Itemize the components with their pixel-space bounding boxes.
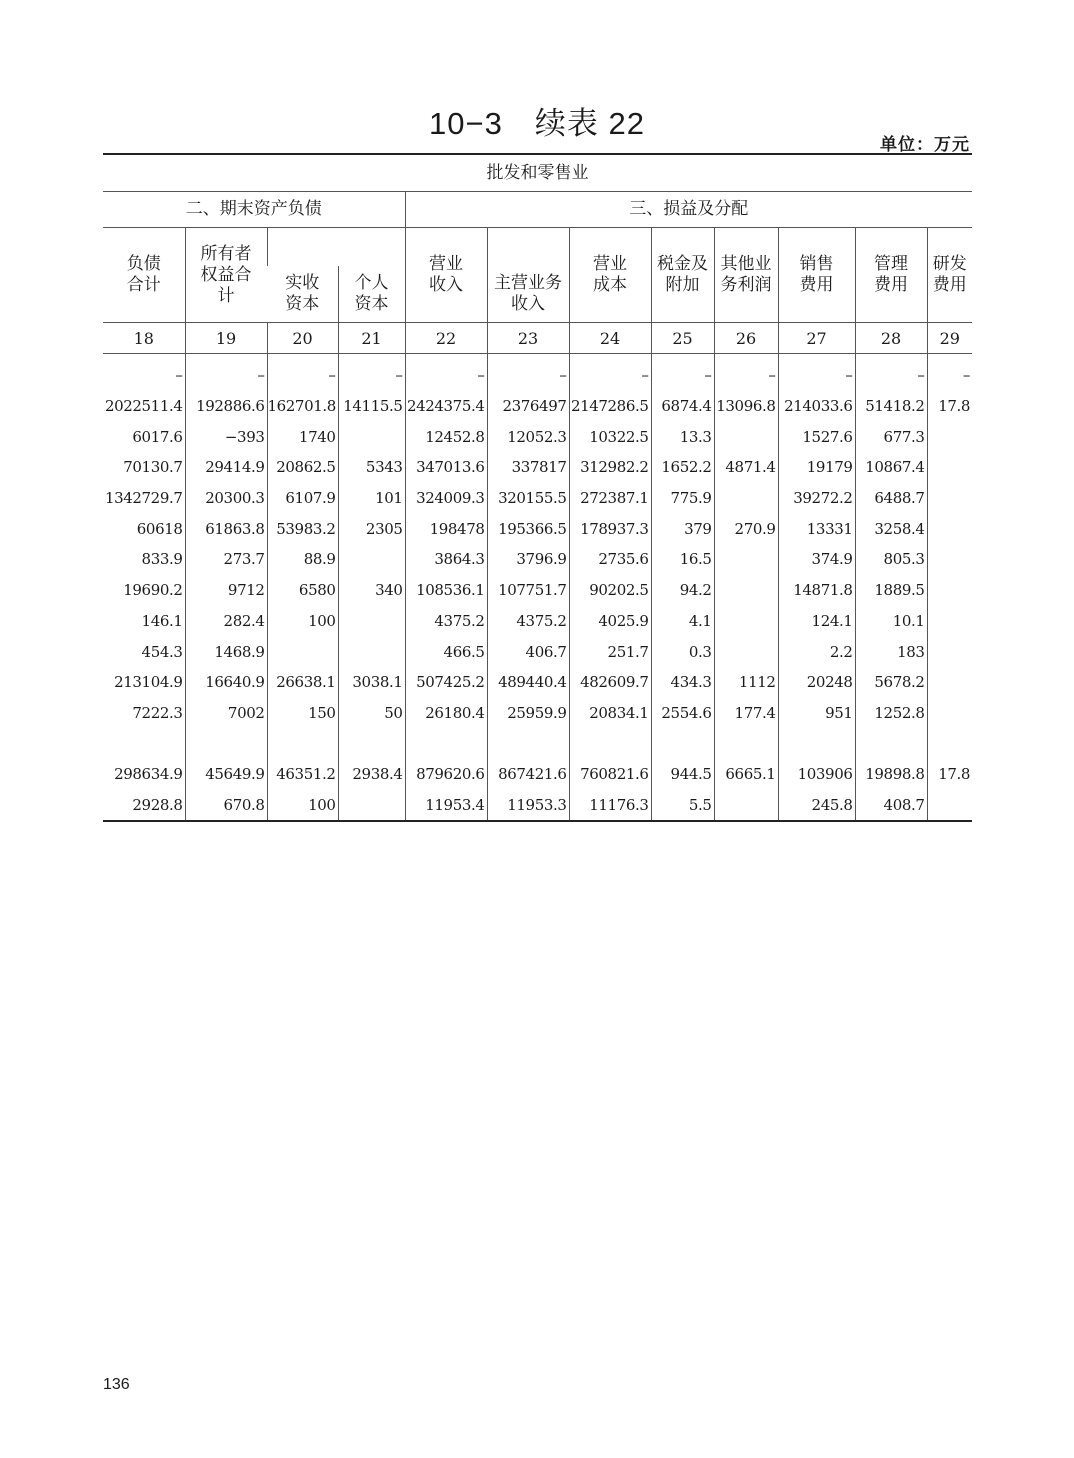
table-cell: 10322.5: [569, 421, 651, 452]
table-cell: [714, 575, 778, 606]
table-cell: [927, 575, 972, 606]
column-number: 27: [778, 323, 855, 354]
table-cell: –: [267, 354, 338, 391]
table-cell: [267, 728, 338, 759]
table-cell: –: [778, 354, 855, 391]
table-cell: 2376497: [487, 391, 569, 422]
col-header-paid-in-capital-text: 实收资本: [285, 273, 320, 314]
table-cell: [855, 728, 927, 759]
table-cell: 20300.3: [185, 483, 267, 514]
table-cell: 324009.3: [405, 483, 487, 514]
table-cell: 833.9: [141, 550, 183, 569]
table-cell: 14871.8: [778, 575, 855, 606]
table-row: [103, 636, 972, 667]
table-cell: 379: [651, 513, 714, 544]
table-cell: 7002: [185, 698, 267, 729]
table-cell: 4.1: [651, 606, 714, 637]
table-cell: 374.9: [778, 544, 855, 575]
table-cell: 198478: [405, 513, 487, 544]
table-cell: 29414.9: [185, 452, 267, 483]
table-cell: 195366.5: [487, 513, 569, 544]
table-cell: 11953.4: [405, 790, 487, 822]
table-row: [103, 698, 972, 729]
table-cell: 4375.2: [487, 606, 569, 637]
table-cell: –: [651, 354, 714, 391]
table-cell: [714, 421, 778, 452]
column-number: 24: [569, 323, 651, 354]
table-cell: 3864.3: [405, 544, 487, 575]
table-cell: 88.9: [267, 544, 338, 575]
col-header-selling-expenses: [778, 228, 855, 323]
table-cell: 12452.8: [405, 421, 487, 452]
table-cell: 19898.8: [855, 759, 927, 790]
table-cell: 183: [855, 636, 927, 667]
column-number: 22: [405, 323, 487, 354]
table-cell: [714, 636, 778, 667]
table-cell: 12052.3: [487, 421, 569, 452]
table-cell: 270.9: [714, 513, 778, 544]
table-cell: 19179: [778, 452, 855, 483]
table-cell: 489440.4: [487, 667, 569, 698]
table-cell: 337817: [487, 452, 569, 483]
table-cell: 312982.2: [569, 452, 651, 483]
table-cell: 14115.5: [338, 391, 405, 422]
table-cell: 760821.6: [569, 759, 651, 790]
table-cell: 124.1: [778, 606, 855, 637]
table-cell: [103, 728, 185, 759]
table-cell: 11953.3: [487, 790, 569, 822]
table-cell: 775.9: [651, 483, 714, 514]
table-cell: 298634.9: [114, 765, 183, 784]
table-cell: 26638.1: [267, 667, 338, 698]
table-cell: 10.1: [855, 606, 927, 637]
table-row: [103, 759, 972, 790]
table-cell: [714, 790, 778, 822]
table-cell: 16.5: [651, 544, 714, 575]
table-cell: 406.7: [487, 636, 569, 667]
col-header-operating-revenue-text: 营业收入: [429, 254, 463, 295]
table-cell: 1652.2: [651, 452, 714, 483]
table-cell: [487, 728, 569, 759]
table-cell: [927, 606, 972, 637]
table-cell: [338, 606, 405, 637]
table-cell: –: [338, 354, 405, 391]
table-cell: 6017.6: [132, 427, 183, 446]
table-cell: 5343: [338, 452, 405, 483]
col-header-owners-equity-text: 所有者权益合计: [200, 243, 252, 306]
table-cell: 16640.9: [185, 667, 267, 698]
table-cell: [338, 636, 405, 667]
table-cell: 6665.1: [714, 759, 778, 790]
table-row: [103, 483, 972, 514]
column-number: 28: [855, 323, 927, 354]
col-header-admin-expenses: [855, 228, 927, 323]
table-cell: [338, 421, 405, 452]
table-cell: 1740: [267, 421, 338, 452]
statistics-table: [103, 153, 972, 822]
table-cell: 251.7: [569, 636, 651, 667]
table-cell: 272387.1: [569, 483, 651, 514]
table-cell: 6488.7: [855, 483, 927, 514]
col-header-taxes-surcharges: [651, 228, 714, 323]
table-cell: 1252.8: [855, 698, 927, 729]
table-cell: 2554.6: [651, 698, 714, 729]
table-cell: [338, 728, 405, 759]
column-number: 21: [338, 323, 405, 354]
column-number: 25: [651, 323, 714, 354]
table-cell: [927, 544, 972, 575]
table-cell: 146.1: [141, 611, 183, 630]
table-cell: 45649.9: [185, 759, 267, 790]
table-cell: 3038.1: [338, 667, 405, 698]
col-header-other-business-profit-text: 其他业务利润: [720, 254, 772, 295]
page-number: 136: [103, 1376, 130, 1393]
table-cell: 6107.9: [267, 483, 338, 514]
table-cell: 214033.6: [778, 391, 855, 422]
table-cell: 7222.3: [132, 703, 183, 722]
table-cell: 408.7: [855, 790, 927, 822]
table-cell: –: [855, 354, 927, 391]
table-cell: [338, 544, 405, 575]
col-header-main-business-revenue: [487, 266, 569, 323]
table-cell: 507425.2: [405, 667, 487, 698]
table-cell: 150: [267, 698, 338, 729]
table-cell: 6580: [267, 575, 338, 606]
table-cell: 2305: [338, 513, 405, 544]
table-cell: 178937.3: [569, 513, 651, 544]
table-cell: –: [175, 366, 183, 385]
table-cell: 20862.5: [267, 452, 338, 483]
table-cell: 2022511.4: [104, 397, 183, 416]
table-cell: [714, 544, 778, 575]
table-cell: –: [569, 354, 651, 391]
column-number-row: [103, 323, 972, 354]
page-title: 10−3 续表 22: [429, 106, 645, 141]
col-header-other-business-profit: [714, 228, 778, 323]
table-cell: 20248: [778, 667, 855, 698]
table-row: [103, 513, 972, 544]
table-row: [103, 354, 972, 391]
sector-header: 批发和零售业: [103, 154, 972, 192]
table-cell: 951: [778, 698, 855, 729]
col-header-total-liabilities-text: 负债合计: [126, 254, 161, 295]
table-cell: 4871.4: [714, 452, 778, 483]
table-cell: [714, 606, 778, 637]
table-cell: 177.4: [714, 698, 778, 729]
table-cell: [927, 636, 972, 667]
table-cell: 434.3: [651, 667, 714, 698]
table-cell: [927, 728, 972, 759]
table-cell: 9712: [185, 575, 267, 606]
table-cell: 273.7: [185, 544, 267, 575]
table-cell: 245.8: [778, 790, 855, 822]
col-header-admin-expenses-text: 管理费用: [874, 254, 908, 295]
table-cell: 103906: [778, 759, 855, 790]
table-cell: 944.5: [651, 759, 714, 790]
table-cell: 13.3: [651, 421, 714, 452]
table-cell: 282.4: [185, 606, 267, 637]
col-header-main-business-revenue-text: 主营业务收入: [494, 273, 562, 314]
table-cell: –: [714, 354, 778, 391]
table-cell: [927, 513, 972, 544]
table-cell: 454.3: [141, 642, 183, 661]
column-number: 19: [185, 323, 267, 354]
table-cell: 10867.4: [855, 452, 927, 483]
table-row: [103, 790, 972, 822]
unit-label: 单位：万元: [880, 135, 970, 155]
table-cell: 13096.8: [714, 391, 778, 422]
col-header-paid-in-capital: [267, 266, 338, 323]
table-cell: 3796.9: [487, 544, 569, 575]
table-cell: 4375.2: [405, 606, 487, 637]
table-cell: [927, 667, 972, 698]
table-cell: 4025.9: [569, 606, 651, 637]
table-cell: 879620.6: [405, 759, 487, 790]
table-cell: 46351.2: [267, 759, 338, 790]
table-cell: –: [185, 354, 267, 391]
table-cell: 162701.8: [267, 391, 338, 422]
table-cell: 17.8: [927, 759, 972, 790]
table-cell: −393: [185, 421, 267, 452]
col-header-total-liabilities: [103, 228, 185, 323]
table-row: [103, 452, 972, 483]
table-cell: [927, 421, 972, 452]
table-cell: 25959.9: [487, 698, 569, 729]
table-cell: 11176.3: [569, 790, 651, 822]
table-cell: 20834.1: [569, 698, 651, 729]
table-cell: [778, 728, 855, 759]
table-cell: 107751.7: [487, 575, 569, 606]
table-cell: [927, 452, 972, 483]
table-row: [103, 391, 972, 422]
col-header-individual-capital: [338, 266, 405, 323]
table-cell: 340: [338, 575, 405, 606]
col-header-main-revenue-spacer: [487, 228, 569, 267]
col-header-operating-cost: [569, 228, 651, 323]
col-header-owners-equity: [185, 228, 267, 323]
table-row: [103, 606, 972, 637]
table-cell: 1112: [714, 667, 778, 698]
table-cell: 26180.4: [405, 698, 487, 729]
table-cell: [405, 728, 487, 759]
table-cell: 39272.2: [778, 483, 855, 514]
table-cell: [927, 483, 972, 514]
table-cell: 2.2: [778, 636, 855, 667]
col-header-operating-cost-text: 营业成本: [593, 254, 627, 295]
table-cell: 2147286.5: [569, 391, 651, 422]
table-cell: 2928.8: [132, 795, 183, 814]
table-cell: 3258.4: [855, 513, 927, 544]
table-cell: –: [487, 354, 569, 391]
table-cell: 108536.1: [405, 575, 487, 606]
table-cell: 1889.5: [855, 575, 927, 606]
table-cell: 5678.2: [855, 667, 927, 698]
table-cell: 100: [267, 606, 338, 637]
table-row: [103, 667, 972, 698]
table-cell: [185, 728, 267, 759]
table-cell: 2735.6: [569, 544, 651, 575]
table-cell: [927, 698, 972, 729]
table-row: [103, 421, 972, 452]
table-cell: 13331: [778, 513, 855, 544]
col-header-selling-expenses-text: 销售费用: [799, 254, 834, 295]
table-cell: [714, 483, 778, 514]
column-number: 18: [103, 323, 185, 354]
group-header-profit-distribution: 三、损益及分配: [405, 192, 972, 228]
table-row: [103, 728, 972, 759]
table-cell: [714, 728, 778, 759]
col-header-rd-expenses-text: 研发费用: [932, 254, 967, 295]
col-header-equity-spacer: [267, 228, 405, 267]
table-cell: 2938.4: [338, 759, 405, 790]
table-cell: 670.8: [185, 790, 267, 822]
table-cell: 94.2: [651, 575, 714, 606]
col-header-taxes-surcharges-text: 税金及附加: [657, 254, 708, 295]
table-cell: 60618: [136, 519, 183, 538]
table-cell: 347013.6: [405, 452, 487, 483]
table-cell: [267, 636, 338, 667]
table-cell: 100: [267, 790, 338, 822]
table-row: [103, 575, 972, 606]
table-cell: –: [927, 354, 972, 391]
table-cell: [569, 728, 651, 759]
table-cell: 466.5: [405, 636, 487, 667]
column-number: 23: [487, 323, 569, 354]
col-header-rd-expenses: [927, 228, 972, 323]
table-row: [103, 544, 972, 575]
table-cell: 70130.7: [123, 458, 183, 477]
group-header-assets-liabilities: 二、期末资产负债: [103, 192, 405, 228]
table-cell: 90202.5: [569, 575, 651, 606]
table-cell: 51418.2: [855, 391, 927, 422]
table-cell: 677.3: [855, 421, 927, 452]
table-cell: 213104.9: [114, 673, 183, 692]
table-cell: 6874.4: [651, 391, 714, 422]
table-cell: 320155.5: [487, 483, 569, 514]
table-cell: 5.5: [651, 790, 714, 822]
table-cell: [651, 728, 714, 759]
column-number: 29: [927, 323, 972, 354]
table-cell: 17.8: [927, 391, 972, 422]
table-cell: 61863.8: [185, 513, 267, 544]
table-cell: 867421.6: [487, 759, 569, 790]
table-cell: [927, 790, 972, 822]
table-cell: –: [405, 354, 487, 391]
table-cell: [338, 790, 405, 822]
table-cell: 19690.2: [123, 581, 183, 600]
table-cell: 482609.7: [569, 667, 651, 698]
table-cell: 1342729.7: [104, 489, 183, 508]
table-cell: 192886.6: [185, 391, 267, 422]
table-body: [103, 354, 972, 822]
table-cell: 1468.9: [185, 636, 267, 667]
table-cell: 101: [338, 483, 405, 514]
table-cell: 2424375.4: [405, 391, 487, 422]
table-cell: 53983.2: [267, 513, 338, 544]
col-header-individual-capital-text: 个人资本: [354, 273, 389, 314]
table-cell: 0.3: [651, 636, 714, 667]
col-header-operating-revenue: [405, 228, 487, 323]
column-number: 26: [714, 323, 778, 354]
table-cell: 805.3: [855, 544, 927, 575]
table-cell: 1527.6: [778, 421, 855, 452]
column-number: 20: [267, 323, 338, 354]
table-cell: 50: [338, 698, 405, 729]
